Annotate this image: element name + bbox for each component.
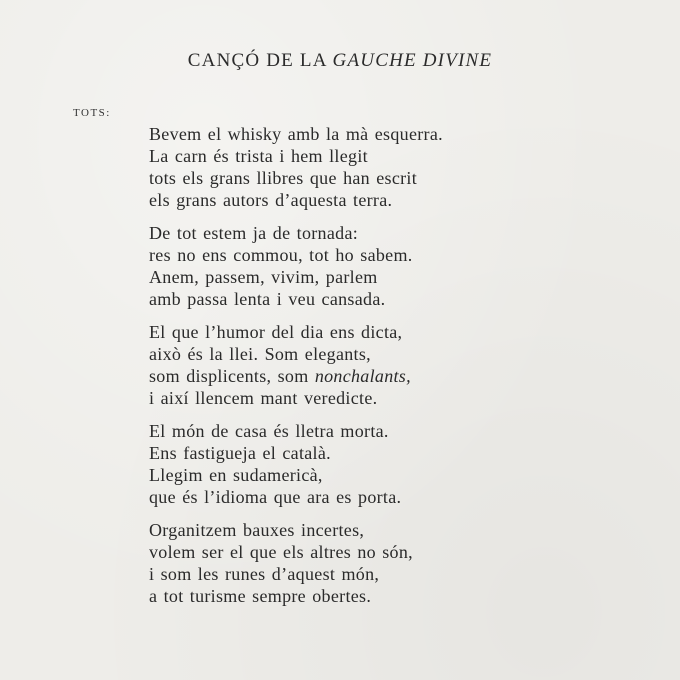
verse-line: Ens fastigueja el català. (149, 443, 331, 463)
verse-line: res no ens commou, tot ho sabem. (149, 245, 413, 265)
verse-line: i així llencem mant veredicte. (149, 388, 378, 408)
stanza-5 (149, 519, 649, 607)
verse-line: que és l’idioma que ara es porta. (149, 487, 402, 507)
verse-line: volem ser el que els altres no són, (149, 542, 413, 562)
verse-line: La carn és trista i hem llegit (149, 146, 368, 166)
verse-line-with-italic (149, 365, 649, 387)
verse-line: els grans autors d’aquesta terra. (149, 190, 393, 210)
poem-body (149, 123, 649, 618)
stanza-3 (149, 321, 649, 409)
verse-line: El que l’humor del dia ens dicta, (149, 322, 403, 342)
verse-line: De tot estem ja de tornada: (149, 223, 359, 243)
verse-line: a tot turisme sempre obertes. (149, 586, 372, 606)
verse-line: i som les runes d’aquest món, (149, 564, 380, 584)
stanza-2 (149, 222, 649, 310)
verse-line: El món de casa és lletra morta. (149, 421, 389, 441)
verse-line: Anem, passem, vivim, parlem (149, 267, 378, 287)
stanza-1 (149, 123, 649, 211)
verse-line: tots els grans llibres que han escrit (149, 168, 418, 188)
verse-line-prefix: som displicents, som (149, 366, 315, 386)
verse-line: Llegim en sudamericà, (149, 465, 323, 485)
poem-title-italic: GAUCHE DIVINE (332, 50, 493, 71)
verse-line: amb passa lenta i veu cansada. (149, 289, 386, 309)
italic-word: nonchalants, (314, 366, 411, 386)
verse-line: això és la llei. Som elegants, (149, 344, 371, 364)
poem-title (0, 50, 680, 72)
speaker-label: TOTS: (73, 107, 111, 119)
verse-line: Organitzem bauxes incertes, (149, 520, 365, 540)
stanza-4 (149, 420, 649, 508)
poem-title-prefix: CANÇÓ DE LA (187, 50, 333, 71)
verse-line: Bevem el whisky amb la mà esquerra. (149, 124, 443, 144)
